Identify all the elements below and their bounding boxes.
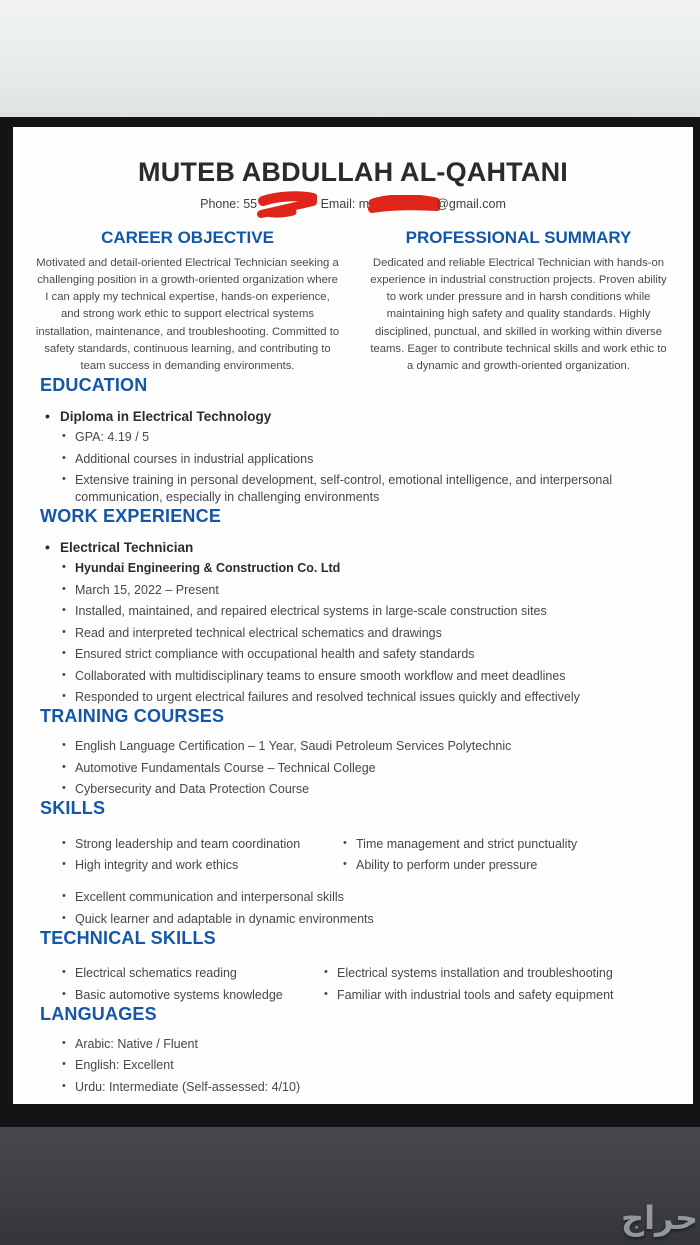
job-title: • Electrical Technician	[45, 540, 673, 555]
list-item: • Read and interpreted technical electrical schematics and drawings	[62, 625, 673, 642]
education-title: EDUCATION	[40, 375, 148, 396]
resume-name: MUTEB ABDULLAH AL-QAHTANI	[138, 157, 568, 187]
skills-left-column	[33, 831, 343, 874]
career-objective-body: Motivated and detail-oriented Electrical Technician seeking a challenging position in a growth-oriented organization where I can apply my technical expertise, hands-on experience, and strong work ethic to support electrical systems installation, maintenance, and troubleshooting. Committed to safety standards, continuous learning, and contributing to team success in demanding environments.	[35, 257, 340, 372]
list-item: • Familiar with industrial tools and safety equipment	[324, 987, 673, 1004]
list-item: • Extensive training in personal development, self-control, emotional intelligence, and interpersonal communication, especially in challenging environments	[62, 472, 673, 506]
section-skills	[33, 798, 673, 928]
professional-summary-column	[366, 228, 671, 375]
list-item: • Ensured strict compliance with occupational health and safety standards	[62, 646, 673, 663]
list-item: • GPA: 4.19 / 5	[62, 429, 673, 446]
list-item: • Electrical systems installation and troubleshooting	[324, 965, 673, 982]
career-objective-column	[35, 228, 340, 375]
list-item: • Urdu: Intermediate (Self-assessed: 4/10)	[62, 1079, 673, 1096]
list-item: • English: Excellent	[62, 1057, 673, 1074]
contact-line	[33, 197, 673, 217]
email-label: Email: m	[320, 197, 370, 211]
photo-background-top	[0, 0, 700, 117]
photo-frame	[0, 117, 700, 1127]
skills-title: SKILLS	[40, 798, 106, 819]
list-item: • Strong leadership and team coordination	[62, 836, 343, 853]
section-languages	[33, 1004, 673, 1096]
skills-right-column	[343, 831, 673, 874]
section-education	[33, 375, 673, 506]
list-item: • Electrical schematics reading	[62, 965, 324, 982]
technical-skills-right-column	[324, 961, 673, 1004]
list-item: • Arabic: Native / Fluent	[62, 1036, 673, 1053]
phone-label: Phone: 55	[200, 197, 258, 211]
languages-title: LANGUAGES	[40, 1003, 157, 1024]
career-objective-title: CAREER OBJECTIVE	[101, 228, 274, 247]
education-degree: • Diploma in Electrical Technology	[45, 409, 673, 424]
technical-skills-title: TECHNICAL SKILLS	[40, 927, 216, 948]
list-item: • High integrity and work ethics	[62, 857, 343, 874]
section-technical-skills	[33, 928, 673, 1004]
list-item: • Basic automotive systems knowledge	[62, 987, 324, 1004]
haraj-watermark: حراج	[621, 1199, 698, 1237]
phone-redaction-scribble-icon	[255, 189, 317, 219]
summary-columns	[33, 228, 673, 375]
list-item: • Time management and strict punctuality	[343, 836, 673, 853]
work-experience-title: WORK EXPERIENCE	[40, 506, 222, 527]
technical-skills-left-column	[33, 961, 324, 1004]
list-item: • Collaborated with multidisciplinary teams to ensure smooth workflow and meet deadlines	[62, 668, 673, 685]
email-redaction-scribble-icon	[368, 195, 440, 215]
technical-skills-grid	[33, 961, 673, 1004]
professional-summary-title: PROFESSIONAL SUMMARY	[405, 228, 632, 247]
training-courses-title: TRAINING COURSES	[40, 706, 225, 727]
photo-background-bottom	[0, 1127, 700, 1245]
list-item: • English Language Certification – 1 Year, Saudi Petroleum Services Polytechnic	[62, 738, 673, 755]
resume-page	[13, 127, 693, 1104]
list-item: • Cybersecurity and Data Protection Course	[62, 781, 673, 798]
languages-list	[33, 1036, 673, 1096]
section-work-experience	[33, 506, 673, 706]
training-courses-list	[33, 738, 673, 798]
professional-summary-body: Dedicated and reliable Electrical Technician with hands-on experience in industrial construction projects. Proven ability to work under pressure and in harsh conditions while maintaining high safety and quality standards. Highly disciplined, punctual, and skilled in working within diverse teams. Eager to contribute technical skills and work ethic to a dynamic and growth-oriented organization.	[370, 257, 667, 372]
company-name: • Hyundai Engineering & Construction Co. Ltd	[62, 560, 673, 577]
list-item: • Additional courses in industrial applications	[62, 451, 673, 468]
job-dates: • March 15, 2022 – Present	[62, 582, 673, 599]
skills-grid	[33, 831, 673, 874]
list-item: • Responded to urgent electrical failures and resolved technical issues quickly and effectively	[62, 689, 673, 706]
list-item: • Excellent communication and interpersonal skills	[62, 889, 673, 906]
skills-extra-list	[33, 889, 673, 928]
list-item: • Installed, maintained, and repaired electrical systems in large-scale construction sites	[62, 603, 673, 620]
list-item: • Ability to perform under pressure	[343, 857, 673, 874]
list-item: • Automotive Fundamentals Course – Technical College	[62, 760, 673, 777]
email-domain: @gmail.com	[436, 197, 506, 211]
section-training-courses	[33, 706, 673, 798]
list-item: • Quick learner and adaptable in dynamic environments	[62, 911, 673, 928]
